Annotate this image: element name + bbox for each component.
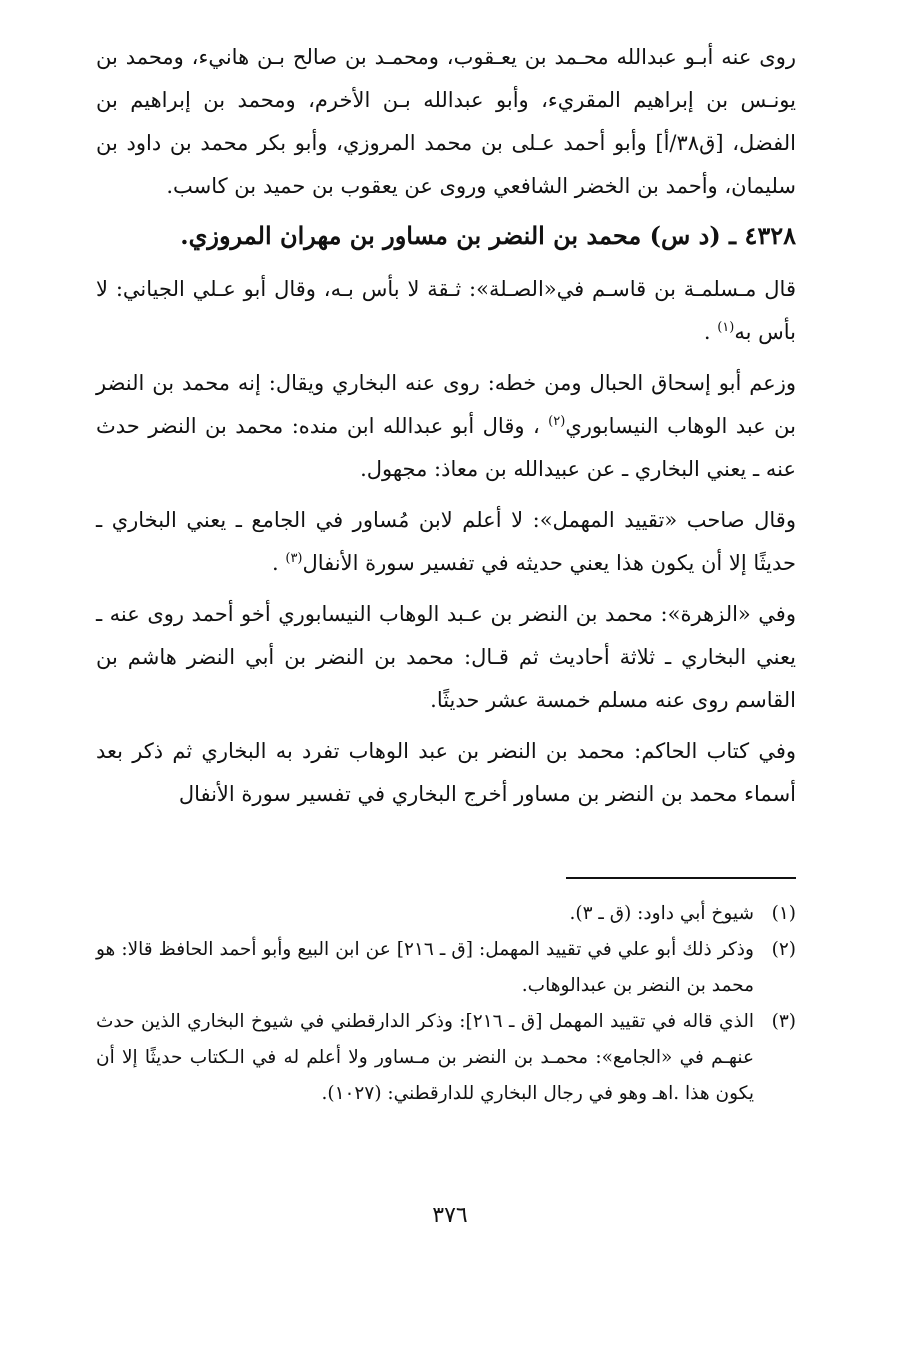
- footnote-text: شيوخ أبي داود: (ق ـ ٣).: [569, 903, 754, 924]
- footnote-text: الذي قاله في تقييد المهمل [ق ـ ٢١٦]: وذكر الدارقطني في شيوخ البخاري الذين حدث عنهـم في «الجامع»: محمـد بن النضر بن مـساور ولا أعلم له في الـكتاب حديثًا إلا أن يكون هذا .اهـ وهو في رجال البخاري للدارقطني: (١٠٢٧).: [96, 1011, 754, 1104]
- paragraph-text: قال مـسلمـة بن قاسـم في«الصـلة»: ثـقة لا بأس بـه، وقال أبو عـلي الجياني: لا بأس به: [96, 277, 796, 344]
- footnote-ref: (١): [717, 320, 735, 335]
- footnote: [96, 896, 796, 932]
- entry-heading: ٤٣٢٨ ـ (د س) محمد بن النضر بن مساور بن مهران المروزي.: [180, 221, 796, 250]
- footnote-text: وذكر ذلك أبو علي في تقييد المهمل: [ق ـ ٢١٦] عن ابن البيع وأبو أحمد الحافظ قالا: هو محمد بن النضر بن عبدالوهاب.: [96, 939, 754, 996]
- footnote-number: (٣): [771, 1011, 796, 1032]
- paragraph: [96, 268, 796, 354]
- paragraph-tail: ، وقال أبو عبدالله ابن منده: محمد بن النضر حدث عنه ـ يعني البخاري ـ عن عبيدالله بن معاذ: مجهول.: [96, 414, 796, 481]
- paragraph-tail: .: [272, 551, 286, 575]
- paragraph-text: وفي كتاب الحاكم: محمد بن النضر بن عبد الوهاب تفرد به البخاري ثم ذكر بعد أسماء محمد بن النضر بن مساور أخرج البخاري في تفسير سورة الأنفال: [96, 739, 796, 806]
- paragraph-text: وزعم أبو إسحاق الحبال ومن خطه: روى عنه البخاري ويقال: إنه محمد بن النضر بن عبد الوهاب النيسابوري: [96, 371, 796, 438]
- footnote-ref: (٢): [548, 414, 566, 429]
- continuation-paragraph: روى عنه أبـو عبدالله محـمد بن يعـقوب، ومحمـد بن صالح بـن هانيء، ومحمد بن يونـس بن إبراهيم المقريء، وأبو عبدالله بـن الأخرم، ومحمد بن إبراهيم بن الفضل، [ق٣٨/أ] وأبو أحمد عـلى بن محمد المروزي، وأبو بكر محمد بن داود بن سليمان، وأحمد بن الخضر الشافعي وروى عن يعقوب بن حميد بن كاسب.: [96, 45, 796, 198]
- paragraph-text: وفي «الزهرة»: محمد بن النضر بن عـبد الوهاب النيسابوري أخو أحمد روى عنه ـ يعني البخاري ـ ثلاثة أحاديث ثم قـال: محمد بن النضر بن أبي النضر هاشم بن القاسم روى عنه مسلم خمسة عشر حديثًا.: [96, 602, 796, 712]
- footnotes: [96, 896, 796, 1112]
- paragraph: [96, 362, 796, 491]
- footnote: [96, 1004, 796, 1112]
- page-number: ٣٧٦: [432, 1203, 468, 1228]
- paragraph: [96, 730, 796, 816]
- footnote-number: (١): [771, 903, 796, 924]
- paragraph-tail: .: [703, 320, 718, 344]
- footnote-separator: [566, 877, 796, 879]
- paragraph: [96, 499, 796, 585]
- paragraph-text: وقال صاحب «تقييد المهمل»: لا أعلم لابن مُساور في الجامع ـ يعني البخاري ـ حديثًا إلا أن يكون هذا يعني حديثه في تفسير سورة الأنفال: [96, 508, 796, 575]
- footnote-number: (٢): [771, 939, 796, 960]
- main-text: [96, 36, 796, 824]
- paragraph: [96, 593, 796, 722]
- footnote: [96, 932, 796, 1004]
- footnote-ref: (٣): [285, 551, 303, 566]
